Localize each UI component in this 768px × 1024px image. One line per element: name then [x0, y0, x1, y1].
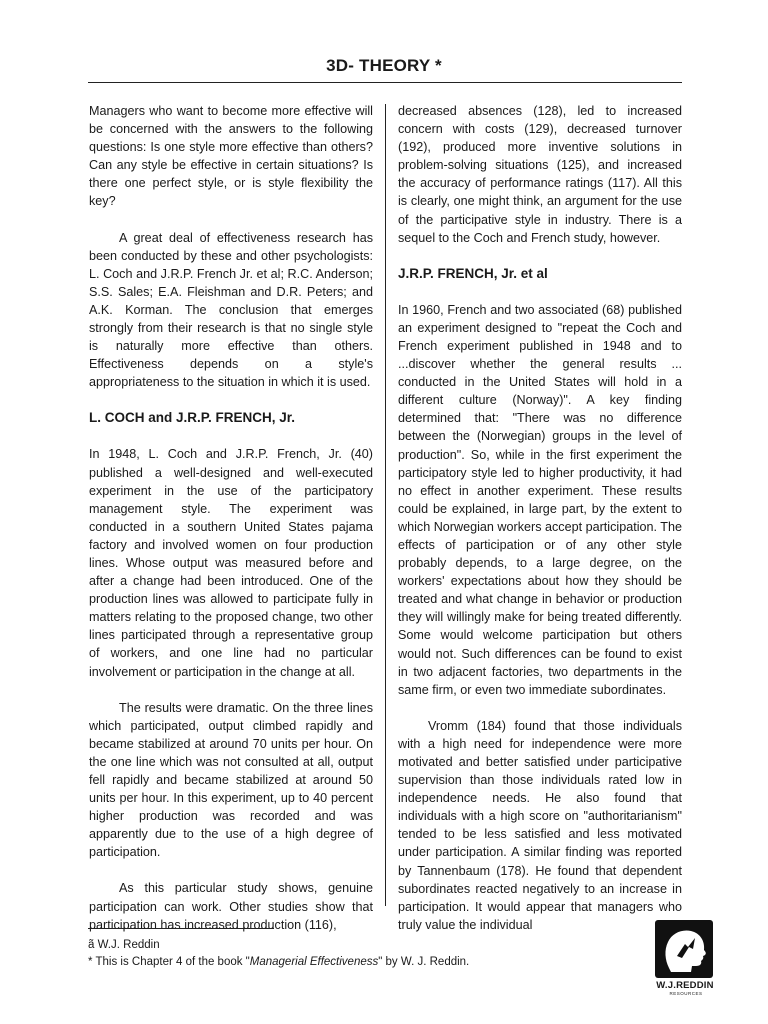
- paragraph: Vromm (184) found that those individuals with a high need for independence were more motivated and better satisfied under participative supervision than those individuals rated low in independence needs. He also found that individuals with a high score on "authoritarianism" tended to be less satisfied and less motivated under participation. A similar finding was reported by Tannenbaum (178). He found that dependent subordinates reacted negatively to an increase in participation. It would appear that managers who truly value the individual: [398, 718, 682, 932]
- page-title: 3D- THEORY *: [326, 56, 442, 75]
- right-column: [398, 102, 682, 934]
- paragraph: In 1960, French and two associated (68) published an experiment designed to "repeat the Coch and French experiment published in 1948 and to ...discover whether the general results ... conducted in the United States will hold in a different culture (Norway)". A key finding determined that: "There was no difference between the (Norwegian) groups in the level of production". So, while in the first experiment the participatory style led to higher productivity, it had no effect in another experiment. These results could be explained, in large part, by the extent to which Norwegian workers accept participation. The effects of participation or of any other style probably depends, to a large degree, on the workers' expectations about how they should be treated and what change in behavior or production they will willingly make for being treated differently. Some would welcome participation but others would not. Such differences can be found to exist in two adjacent factories, two departments in the same firm, or even two immediate subordinates.: [398, 302, 682, 697]
- section-heading: L. COCH and J.R.P. FRENCH, Jr.: [89, 410, 296, 426]
- logo-subtitle: RESOURCES: [669, 991, 703, 996]
- footnote-divider: [88, 928, 274, 929]
- copyright-line: ã W.J. Reddin: [88, 939, 160, 951]
- section-heading: J.R.P. FRENCH, Jr. et al: [398, 265, 548, 281]
- paragraph: decreased absences (128), led to increased concern with costs (129), decreased turnover (192), produced more inventive solutions in problem-solving situations (125), and increased the accuracy of performance ratings (117). All this is clearly, one might think, an argument for the use of the participative style in industry. There is a sequel to the Coch and French study, however.: [398, 104, 682, 245]
- chapter-note: [88, 954, 469, 971]
- title-divider: [88, 82, 682, 83]
- paragraph: A great deal of effectiveness research has been conducted by these and other psychologists: L. Coch and J.R.P. French Jr. et al; R.C. Anderson; S.S. Sales; E.A. Fleishman and D.R. Peters; and A.K. Korman. The conclusion that emerges strongly from their research is that no single style is naturally more effective than others. Effectiveness depends on a style's appropriateness to the situation in which it is used.: [89, 230, 373, 390]
- publisher-logo: [655, 920, 717, 996]
- paragraph: Managers who want to become more effective will be concerned with the answers to the following questions: Is one style more effective than others? Can any style be effective in certain situations? Is there one perfect style, or is style flexibility the key?: [89, 104, 373, 209]
- paragraph: As this particular study shows, genuine participation can work. Other studies show that participation has increased production (116),: [89, 881, 373, 932]
- logo-name: W.J.REDDIN: [656, 980, 714, 991]
- head-silhouette-icon: [655, 920, 713, 978]
- note-suffix: " by W. J. Reddin.: [378, 956, 470, 968]
- column-divider: [385, 104, 386, 906]
- book-title: Managerial Effectiveness: [249, 956, 379, 968]
- paragraph: The results were dramatic. On the three lines which participated, output climbed rapidly and became stabilized at around 70 units per hour. On the one line which was not consulted at all, output fell rapidly and became stabilized at around 50 units per hour. In this experiment, up to 40 percent higher production was recorded and was apparently due to the use of a high degree of participation.: [89, 700, 373, 860]
- left-column: [89, 102, 373, 934]
- paragraph: In 1948, L. Coch and J.R.P. French, Jr. (40) published a well-designed and well-executed experiment in the use of the participatory management style. The experiment was conducted in a southern United States pajama factory and involved women on four production lines. Whose output was measured before and after a change had been introduced. One of the production lines was allowed to participate fully in matters relating to the proposed change, two other lines participated through a representative group of workers, and one line had no particular involvement or participation in the change at all.: [89, 447, 373, 679]
- footnote: [88, 937, 469, 971]
- note-prefix: * This is Chapter 4 of the book ": [88, 956, 250, 968]
